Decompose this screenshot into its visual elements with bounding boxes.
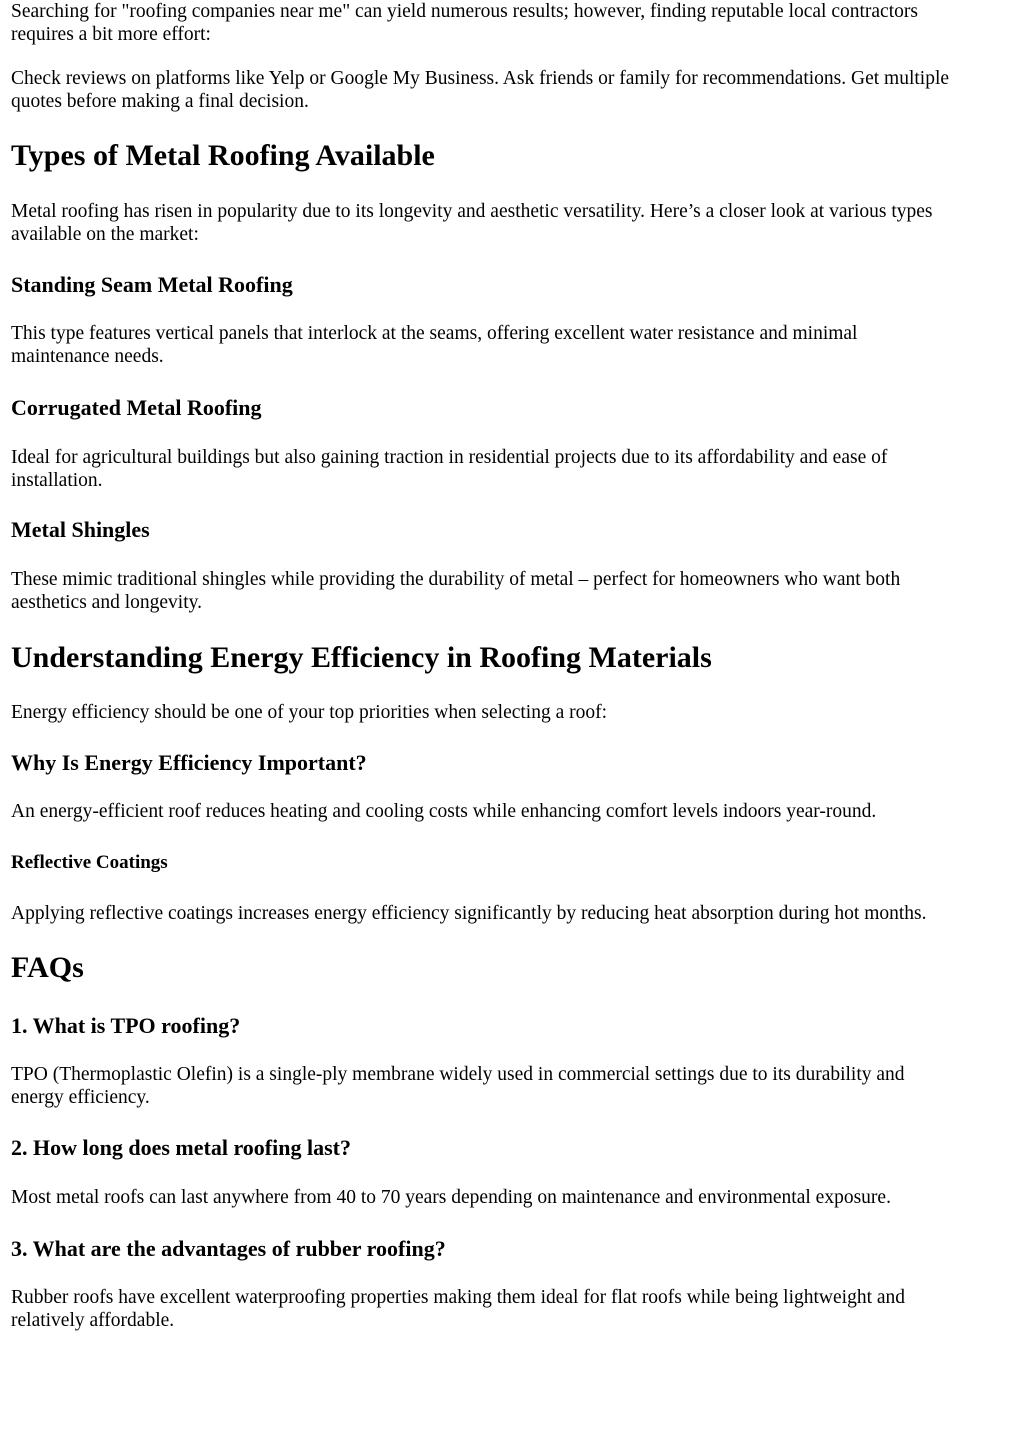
faq-answer-3-line-1: Rubber roofs have excellent waterproofing properties making them ideal for flat roofs while being lightweight and [11,1287,906,1308]
subheading-corrugated: Corrugated Metal Roofing [11,395,262,420]
faq-answer-3-line-2: relatively affordable. [11,1310,175,1331]
subheading-standing-seam: Standing Seam Metal Roofing [11,272,293,297]
metal-shingles-line-1: These mimic traditional shingles while providing the durability of metal – perfect for homeowners who want both [11,569,901,590]
why-energy-efficiency-text: An energy-efficient roof reduces heating and cooling costs while enhancing comfort levels indoors year-round. [11,801,877,822]
faq-question-1: 1. What is TPO roofing? [11,1013,241,1038]
intro-paragraph-1-line-1: Searching for "roofing companies near me" can yield numerous results; however, finding reputable local contractors [11,1,918,22]
subheading-reflective-coatings: Reflective Coatings [11,852,168,873]
metal-shingles-line-2: aesthetics and longevity. [11,592,202,613]
faq-answer-1-line-2: energy efficiency. [11,1087,150,1108]
metal-types-intro-line-1: Metal roofing has risen in popularity due to its longevity and aesthetic versatility. Here’s a closer look at various types [11,201,933,222]
standing-seam-line-1: This type features vertical panels that interlock at the seams, offering excellent water resistance and minimal [11,323,858,344]
corrugated-line-1: Ideal for agricultural buildings but also gaining traction in residential projects due to its affordability and ease of [11,447,888,468]
intro-paragraph-2-line-1: Check reviews on platforms like Yelp or Google My Business. Ask friends or family for recommendations. Get multiple [11,68,950,89]
metal-types-intro-line-2: available on the market: [11,224,199,245]
intro-paragraph-2-line-2: quotes before making a final decision. [11,91,309,112]
subheading-metal-shingles: Metal Shingles [11,517,150,542]
faq-answer-2: Most metal roofs can last anywhere from 40 to 70 years depending on maintenance and environmental exposure. [11,1187,891,1208]
intro-paragraph-1-line-2: requires a bit more effort: [11,24,211,45]
standing-seam-line-2: maintenance needs. [11,346,164,367]
corrugated-line-2: installation. [11,470,103,491]
section-heading-energy-efficiency: Understanding Energy Efficiency in Roofing Materials [11,641,712,674]
section-heading-faqs: FAQs [11,951,84,984]
energy-intro: Energy efficiency should be one of your top priorities when selecting a roof: [11,702,608,723]
faq-question-2: 2. How long does metal roofing last? [11,1135,351,1160]
faq-answer-1-line-1: TPO (Thermoplastic Olefin) is a single-ply membrane widely used in commercial settings due to its durability and [11,1064,905,1085]
reflective-coatings-text: Applying reflective coatings increases energy efficiency significantly by reducing heat absorption during hot months. [11,903,927,924]
section-heading-metal-types: Types of Metal Roofing Available [11,139,435,172]
subheading-why-energy-efficiency: Why Is Energy Efficiency Important? [11,750,367,775]
faq-question-3: 3. What are the advantages of rubber roofing? [11,1236,446,1261]
